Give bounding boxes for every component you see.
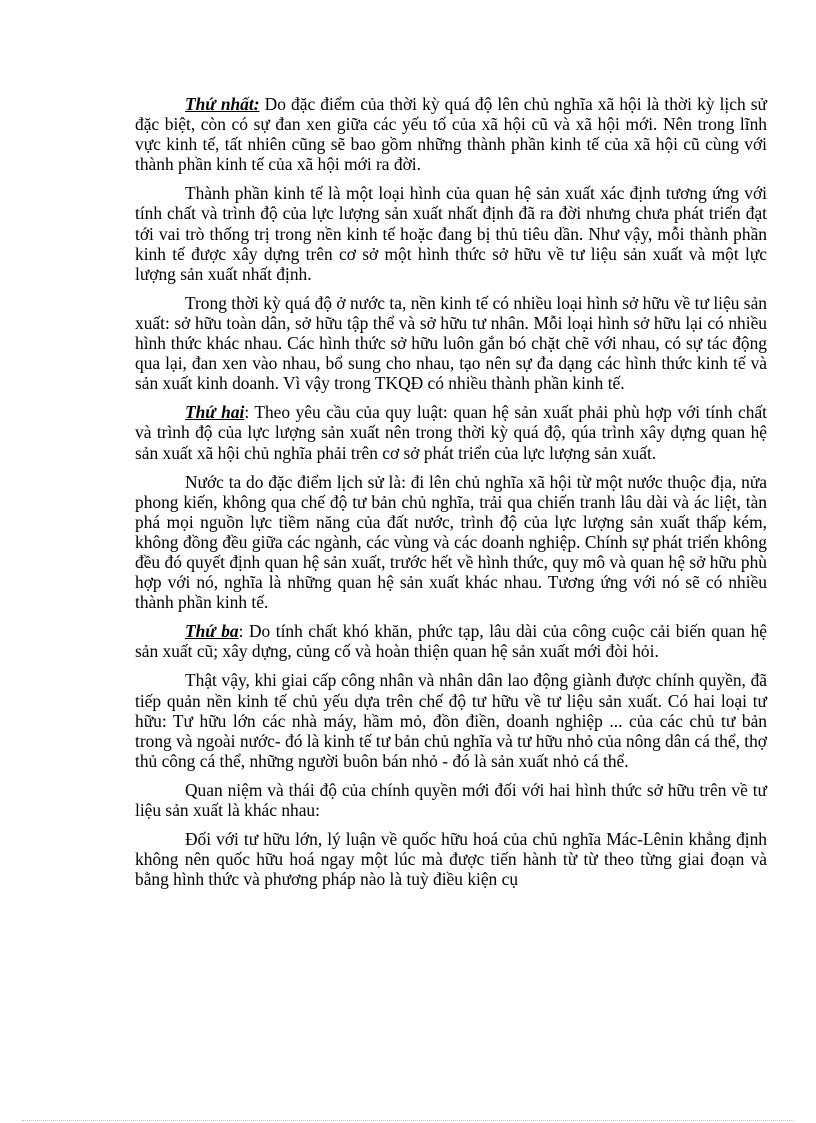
paragraph-thanh-phan-kinh-te [135,183,767,283]
heading-thu-hai: Thứ hai [185,402,245,423]
paragraph-text: : Do tính chất khó khăn, phức tạp, lâu dài của công cuộc cải biến quan hệ sản xuất cũ; xây dựng, củng cố và hoàn thiện quan hệ sản xuất mới đòi hỏi. [135,621,767,662]
heading-thu-ba: Thứ ba [185,621,239,642]
paragraph-dac-diem-lich-su [135,472,767,613]
paragraph-thu-ba [135,621,767,661]
paragraph-text: Nước ta do đặc điểm lịch sử là: đi lên chủ nghĩa xã hội từ một nước thuộc địa, nửa phong kiến, không qua chế độ tư bản chủ nghĩa, trải qua chiến tranh lâu dài và ác liệt, tàn phá mọi nguồn lực tiềm năng của đất nước, trình độ của lực lượng sản xuất thấp kém, không đồng đều giữa các ngành, các vùng và các doanh nghiệp. Chính sự phát triển không đều đó quyết định quan hệ sản xuất, trước hết về hình thức, quy mô và quan hệ sở hữu phù hợp với nó, nghĩa là những quan hệ sản xuất khác nhau. Tương ứng với nó sẽ có nhiều thành phần kinh tế. [135,471,767,613]
paragraph-text: : Theo yêu cầu của quy luật: quan hệ sản xuất phải phù hợp với tính chất và trình độ của lực lượng sản xuất nên trong thời kỳ quá độ, qúa trình xây dựng quan hệ sản xuất xã hội chủ nghĩa phải trên cơ sở phát triển của lực lượng sản xuất. [135,402,767,463]
paragraph-text: Đối với tư hữu lớn, lý luận về quốc hữu hoá của chủ nghĩa Mác-Lênin khẳng định không nên quốc hữu hoá ngay một lúc mà được tiến hành từ từ theo từng giai đoạn và bằng hình thức và phương pháp nào là tuỳ điều kiện cụ [135,829,767,890]
paragraph-that-vay [135,670,767,770]
paragraph-text: Thành phần kinh tế là một loại hình của quan hệ sản xuất xác định tương ứng với tính chất và trình độ của lực lượng sản xuất nhất định đã ra đời nhưng chưa phát triển đạt tới vai trò thống trị trong nền kinh tế hoặc đang bị thủ tiêu dần. Như vậy, mỗi thành phần kinh tế được xây dựng trên cơ sở một hình thức sở hữu về tư liệu sản xuất và một lực lượng sản xuất nhất định. [135,183,767,284]
paragraph-thu-hai [135,402,767,462]
paragraph-thu-nhat [135,94,767,174]
document-body [135,94,767,898]
paragraph-quan-niem [135,780,767,820]
paragraph-text: Do đặc điểm của thời kỳ quá độ lên chủ nghĩa xã hội là thời kỳ lịch sử đặc biệt, còn có sự đan xen giữa các yếu tố của xã hội cũ và xã hội mới. Nên trong lĩnh vực kinh tế, tất nhiên cũng sẽ bao gồm những thành phần kinh tế của xã hội cũ cùng với thành phần kinh tế của xã hội mới ra đời. [135,94,767,175]
paragraph-text: Quan niệm và thái độ của chính quyền mới đối với hai hình thức sở hữu trên về tư liệu sản xuất là khác nhau: [135,779,767,820]
page-bottom-divider [22,1120,794,1121]
paragraph-text: Thật vậy, khi giai cấp công nhân và nhân dân lao động giành được chính quyền, đã tiếp quản nền kinh tế chủ yếu dựa trên chế độ tư hữu về tư liệu sản xuất. Có hai loại tư hữu: Tư hữu lớn các nhà máy, hầm mỏ, đồn điền, doanh nghiệp ... của các chủ tư bản trong và ngoài nước- đó là kinh tế tư bản chủ nghĩa và tư hữu nhỏ của nông dân cá thể, thợ thủ công cá thể, những người buôn bán nhỏ - đó là sản xuất nhỏ cá thể. [135,670,767,771]
heading-thu-nhat: Thứ nhất: [185,94,260,114]
paragraph-thoi-ky-qua-do [135,293,767,393]
paragraph-text: Trong thời kỳ quá độ ở nước ta, nền kinh tế có nhiều loại hình sở hữu về tư liệu sản xuất: sở hữu toàn dân, sở hữu tập thể và sở hữu tư nhân. Mỗi loại hình sở hữu lại có nhiều hình thức khác nhau. Các hình thức sở hữu luôn gắn bó chặt chẽ với nhau, có sự tác động qua lại, đan xen vào nhau, bổ sung cho nhau, tạo nên sự đa dạng các hình thức kinh tế và sản xuất kinh doanh. Vì vậy trong TKQĐ có nhiều thành phần kinh tế. [135,292,767,394]
paragraph-tu-huu-lon [135,829,767,889]
